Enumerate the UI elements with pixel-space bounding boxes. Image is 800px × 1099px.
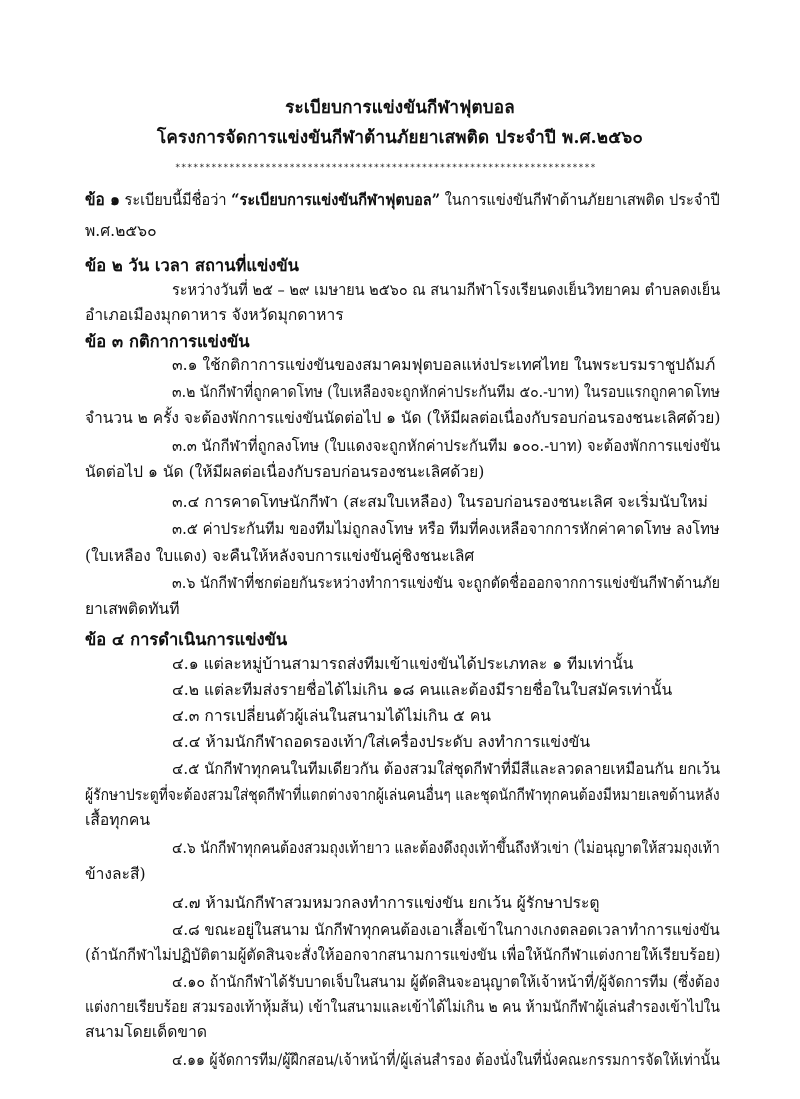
clause1-quoted: “ระเบียบการแข่งขันกีฬาฟุตบอล” xyxy=(231,190,441,209)
clause4-line12: (ถ้านักกีฬาไม่ปฏิบัติตามผู้ตัดสินจะสั่งให้ออกจากสนามการแข่งขัน เพื่อให้นักกีฬาแต่งกายให้เรียบร้อย) xyxy=(85,946,721,964)
clause4-line9: ข้างละสี) xyxy=(85,865,146,883)
clause3-line3: จำนวน ๒ ครั้ง จะต้องพักการแข่งขันนัดต่อไป ๑ นัด (ให้มีผลต่อเนื่องกับรอบก่อนรองชนะเลิศด้วย) xyxy=(85,409,721,427)
clause2-heading: ข้อ ๒ วัน เวลา สถานที่แข่งขัน xyxy=(85,256,299,275)
clause3-line7: ๓.๕ ค่าประกันทีม ของทีมไม่ถูกลงโทษ หรือ ทีมที่คงเหลือจากการหักค่าคาดโทษ ลงโทษ xyxy=(172,520,720,538)
clause1-line2: พ.ศ.๒๕๖๐ xyxy=(85,222,157,240)
clause4-line2: ๔.๒ แต่ละทีมส่งรายชื่อได้ไม่เกิน ๑๘ คนและต้องมีรายชื่อในใบสมัครเท่านั้น xyxy=(172,681,673,699)
clause4-line4: ๔.๔ ห้ามนักกีฬาถอดรองเท้า/ใส่เครื่องประดับ ลงทำการแข่งขัน xyxy=(172,733,591,751)
clause1-line1 xyxy=(85,188,720,212)
clause4-line6: ผู้รักษาประตูที่จะต้องสวมใส่ชุดกีฬาที่แตกต่างจากผู้เล่นคนอื่นๆ และชุดนักกีฬาทุกคนต้องมีหมายเลขด้านหลัง xyxy=(85,786,720,804)
clause2-line2: อำเภอเมืองมุกดาหาร จังหวัดมุกดาหาร xyxy=(85,306,344,324)
clause4-line11: ๔.๘ ขณะอยู่ในสนาม นักกีฬาทุกคนต้องเอาเสื้อเข้าในกางเกงตลอดเวลาทำการแข่งขัน xyxy=(172,921,720,939)
clause4-line3: ๔.๓ การเปลี่ยนตัวผู้เล่นในสนามได้ไม่เกิน ๕ คน xyxy=(172,707,491,725)
clause3-line4: ๓.๓ นักกีฬาที่ถูกลงโทษ (ใบแดงจะถูกหักค่าประกันทีม ๑๐๐.-บาท) จะต้องพักการแข่งขัน xyxy=(172,437,721,455)
clause4-line14: แต่งกายเรียบร้อย สวมรองเท้าหุ้มส้น) เข้าในสนามและเข้าได้ไม่เกิน ๒ คน ห้ามนักกีฬาผู้เล่นสำรองเข้าไปใน xyxy=(85,998,720,1016)
clause3-line1: ๓.๑ ใช้กติกาการแข่งขันของสมาคมฟุตบอลแห่งประเทศไทย ในพระบรมราชูปถัมภ์ xyxy=(172,356,716,374)
document-title: ระเบียบการแข่งขันกีฬาฟุตบอล xyxy=(285,98,515,118)
clause3-line6: ๓.๔ การคาดโทษนักกีฬา (สะสมใบเหลือง) ในรอบก่อนรองชนะเลิศ จะเริ่มนับใหม่ xyxy=(172,493,708,511)
clause4-heading: ข้อ ๔ การดำเนินการแข่งขัน xyxy=(85,630,288,649)
clause3-line10: ยาเสพติดทันที xyxy=(85,600,180,618)
clause2-line1: ระหว่างวันที่ ๒๕ – ๒๙ เมษายน ๒๕๖๐ ณ สนามกีฬาโรงเรียนดงเย็นวิทยาคม ตำบลดงเย็น xyxy=(172,281,721,299)
clause4-line16: ๔.๑๑ ผู้จัดการทีม/ผู้ฝึกสอน/เจ้าหน้าที่/ผู้เล่นสำรอง ต้องนั่งในที่นั่งคณะกรรมการจัดให้เท่านั้น xyxy=(172,1051,720,1069)
clause4-line10: ๔.๗ ห้ามนักกีฬาสวมหมวกลงทำการแข่งขัน ยกเว้น ผู้รักษาประตู xyxy=(172,894,600,912)
clause4-line1: ๔.๑ แต่ละหมู่บ้านสามารถส่งทีมเข้าแข่งขันได้ประเภทละ ๑ ทีมเท่านั้น xyxy=(172,655,634,673)
clause3-line2: ๓.๒ นักกีฬาที่ถูกคาดโทษ (ใบเหลืองจะถูกหักค่าประกันทีม ๕๐.-บาท) ในรอบแรกถูกคาดโทษ xyxy=(172,383,720,401)
clause1-heading: ข้อ ๑ xyxy=(85,190,120,209)
clause3-line8: (ใบเหลือง ใบแดง) จะคืนให้หลังจบการแข่งขันคู่ชิงชนะเลิศ xyxy=(85,547,475,565)
clause4-line13: ๔.๑๐ ถ้านักกีฬาได้รับบาดเจ็บในสนาม ผู้ตัดสินจะอนุญาตให้เจ้าหน้าที่/ผู้จัดการทีม (ซึ่งต้อง xyxy=(172,973,720,991)
clause4-line8: ๔.๖ นักกีฬาทุกคนต้องสวมถุงเท้ายาว และต้องดึงถุงเท้าขึ้นถึงหัวเข่า (ไม่อนุญาตให้สวมถุงเท้า xyxy=(172,839,720,857)
clause3-heading: ข้อ ๓ กติกาการแข่งขัน xyxy=(85,332,250,351)
document-subtitle: โครงการจัดการแข่งขันกีฬาต้านภัยยาเสพติด ประจำปี พ.ศ.๒๕๖๐ xyxy=(156,128,643,148)
clause3-line9: ๓.๖ นักกีฬาที่ชกต่อยกันระหว่างทำการแข่งขัน จะถูกตัดชื่อออกจากการแข่งขันกีฬาต้านภัย xyxy=(172,574,720,592)
clause4-line15: สนามโดยเด็ดขาด xyxy=(85,1023,207,1041)
clause1-pre: ระเบียบนี้มีชื่อว่า xyxy=(119,191,232,209)
clause1-post: ในการแข่งขันกีฬาต้านภัยยาเสพติด ประจำปี xyxy=(440,191,720,209)
clause4-line7: เสื้อทุกคน xyxy=(85,811,151,829)
clause4-line5: ๔.๕ นักกีฬาทุกคนในทีมเดียวกัน ต้องสวมใส่ชุดกีฬาที่มีสีและลวดลายเหมือนกัน ยกเว้น xyxy=(172,760,721,778)
clause3-line5: นัดต่อไป ๑ นัด (ให้มีผลต่อเนื่องกับรอบก่อนรองชนะเลิศด้วย) xyxy=(85,463,485,481)
divider-line: ********************************************************************** xyxy=(175,163,597,173)
